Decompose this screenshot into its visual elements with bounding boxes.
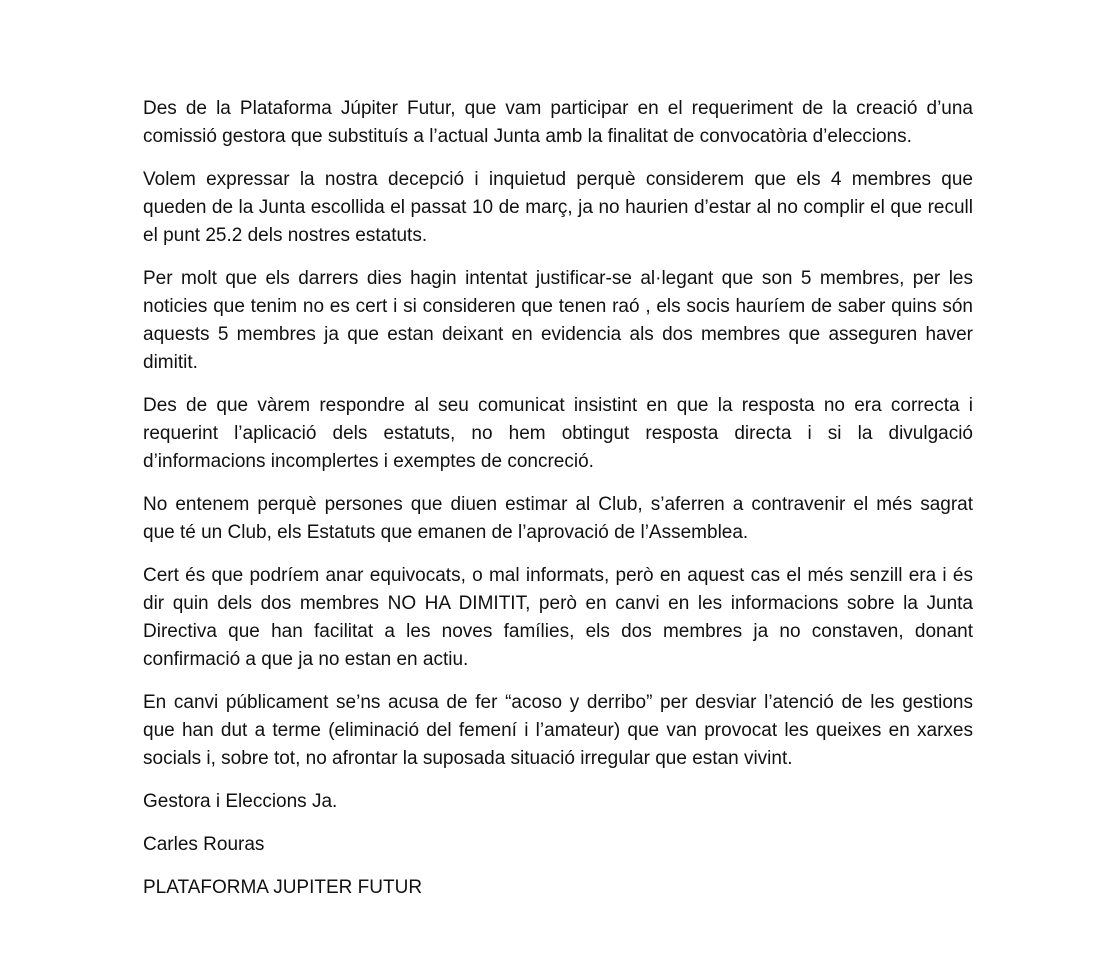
- text-line: dimitit.: [143, 352, 198, 373]
- text-line: confirmació a que ja no estan en actiu.: [143, 649, 469, 670]
- paragraph-1: [143, 95, 973, 151]
- text-line: comissió gestora que substituís a l’actual Junta amb la finalitat de convocatòria d’eleccions.: [143, 126, 912, 147]
- text-line: que té un Club, els Estatuts que emanen de l’aprovació de l’Assemblea.: [143, 522, 749, 543]
- text-line: requerint l’aplicació dels estatuts, no hem obtingut resposta directa i si la divulgació: [143, 423, 973, 444]
- text-line: queden de la Junta escollida el passat 10 de març, ja no haurien d’estar al no complir el que recull: [143, 197, 973, 218]
- closing-line: Gestora i Eleccions Ja.: [143, 791, 338, 812]
- text-line: No entenem perquè persones que diuen estimar al Club, s’aferren a contravenir el més sagrat: [143, 494, 973, 515]
- text-line: d’informacions incomplertes i exemptes de concreció.: [143, 451, 594, 472]
- signature-name: Carles Rouras: [143, 834, 265, 855]
- paragraph-7: [143, 689, 973, 773]
- text-line: aquests 5 membres ja que estan deixant en evidencia als dos membres que asseguren haver: [143, 324, 973, 345]
- paragraph-4: [143, 392, 973, 476]
- text-line: En canvi públicament se’ns acusa de fer “acoso y derribo” per desviar l’atenció de les gestions: [143, 692, 973, 713]
- text-line: Des de la Plataforma Júpiter Futur, que vam participar en el requeriment de la creació d’una: [143, 98, 973, 119]
- paragraph-3: [143, 265, 973, 377]
- text-line: Volem expressar la nostra decepció i inquietud perquè considerem que els 4 membres que: [143, 169, 973, 190]
- text-line: Cert és que podríem anar equivocats, o mal informats, però en aquest cas el més senzill era i és: [143, 565, 973, 586]
- signature-organization: PLATAFORMA JUPITER FUTUR: [143, 877, 423, 898]
- text-line: noticies que tenim no es cert i si consideren que tenen raó , els socis hauríem de saber quins són: [143, 296, 973, 317]
- text-line: que han dut a terme (eliminació del femení i l’amateur) que van provocat les queixes en xarxes: [143, 720, 973, 741]
- paragraph-6: [143, 562, 973, 674]
- letter-body: [143, 95, 973, 917]
- text-line: dir quin dels dos membres NO HA DIMITIT, però en canvi en les informacions sobre la Junta: [143, 593, 973, 614]
- paragraph-5: [143, 491, 973, 547]
- text-line: Des de que vàrem respondre al seu comunicat insistint en que la resposta no era correcta i: [143, 395, 973, 416]
- text-line: socials i, sobre tot, no afrontar la suposada situació irregular que estan vivint.: [143, 748, 793, 769]
- text-line: Per molt que els darrers dies hagin intentat justificar-se al·legant que son 5 membres, per les: [143, 268, 973, 289]
- text-line: el punt 25.2 dels nostres estatuts.: [143, 225, 428, 246]
- paragraph-2: [143, 166, 973, 250]
- text-line: Directiva que han facilitat a les noves famílies, els dos membres ja no constaven, donant: [143, 621, 973, 642]
